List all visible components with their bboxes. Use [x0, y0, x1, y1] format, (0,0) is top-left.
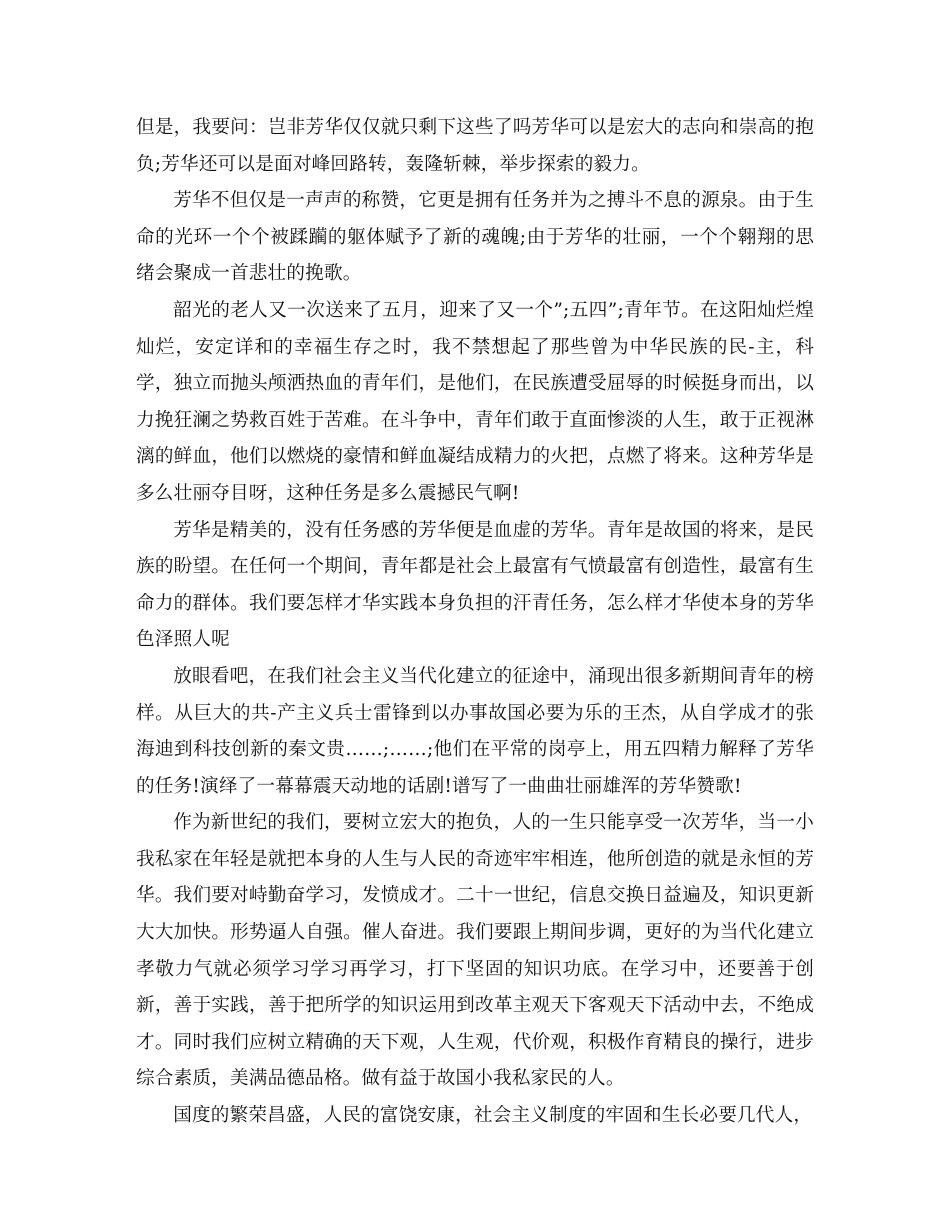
paragraph-3: 韶光的老人又一次送来了五月，迎来了又一个”;五四”;青年节。在这阳灿烂煌灿烂，安定详和的幸福生存之时，我不禁想起了那些曾为中华民族的民-主，科学，独立而抛头颅洒热血的青年们，是他们，在民族遭受屈辱的时候挺身而出，以力挽狂澜之势救百姓于苦难。在斗争中，青年们敢于直面惨淡的人生，敢于正视淋漓的鲜血，他们以燃烧的豪情和鲜血凝结成精力的火把，点燃了将来。这种芳华是多么壮丽夺目呀，这种任务是多么震撼民气啊!: [136, 299, 814, 504]
paragraph-6: 作为新世纪的我们，要树立宏大的抱负，人的一生只能享受一次芳华，当一小我私家在年轻是就把本身的人生与人民的奇迹牢牢相连，他所创造的就是永恒的芳华。我们要对峙勤奋学习，发愤成才。二十一世纪，信息交换日益遍及，知识更新大大加快。形势逼人自强。催人奋进。我们要跟上期间步调，更好的为当代化建立孝敬力气就必须学习学习再学习，打下坚固的知识功底。在学习中，还要善于创新，善于实践，善于把所学的知识运用到改革主观天下客观天下活动中去，不绝成才。同时我们应树立精确的天下观，人生观，代价观，积极作育精良的操行，进步综合素质，美满品德品格。做有益于故国小我私家民的人。: [136, 812, 814, 1090]
paragraph-5: 放眼看吧，在我们社会主义当代化建立的征途中，涌现出很多新期间青年的榜样。从巨大的共-产主义兵士雷锋到以办事故国必要为乐的王杰，从自学成才的张海迪到科技创新的秦文贵……;……;他们在平常的岗亭上，用五四精力解释了芳华的任务!演绎了一幕幕震天动地的话剧!谱写了一曲曲壮丽雄浑的芳华赞歌!: [136, 665, 814, 797]
paragraph-2: 芳华不但仅是一声声的称赞，它更是拥有任务并为之搏斗不息的源泉。由于生命的光环一个个被蹂躏的躯体赋予了新的魂魄;由于芳华的壮丽，一个个翱翔的思绪会聚成一首悲壮的挽歌。: [136, 190, 814, 285]
paragraph-4: 芳华是精美的，没有任务感的芳华便是血虚的芳华。青年是故国的将来，是民族的盼望。在任何一个期间，青年都是社会上最富有气愤最富有创造性，最富有生命力的群体。我们要怎样才华实践本身负担的汗青任务，怎么样才华使本身的芳华色泽照人呢: [136, 519, 814, 651]
paragraph-7: 国度的繁荣昌盛，人民的富饶安康，社会主义制度的牢固和生长必要几代人，: [173, 1105, 813, 1127]
paragraph-1: 但是，我要问：岂非芳华仅仅就只剩下这些了吗芳华可以是宏大的志向和崇高的抱负;芳华还可以是面对峰回路转，轰隆斩棘，举步探索的毅力。: [136, 117, 814, 175]
document-body: [136, 110, 814, 1135]
